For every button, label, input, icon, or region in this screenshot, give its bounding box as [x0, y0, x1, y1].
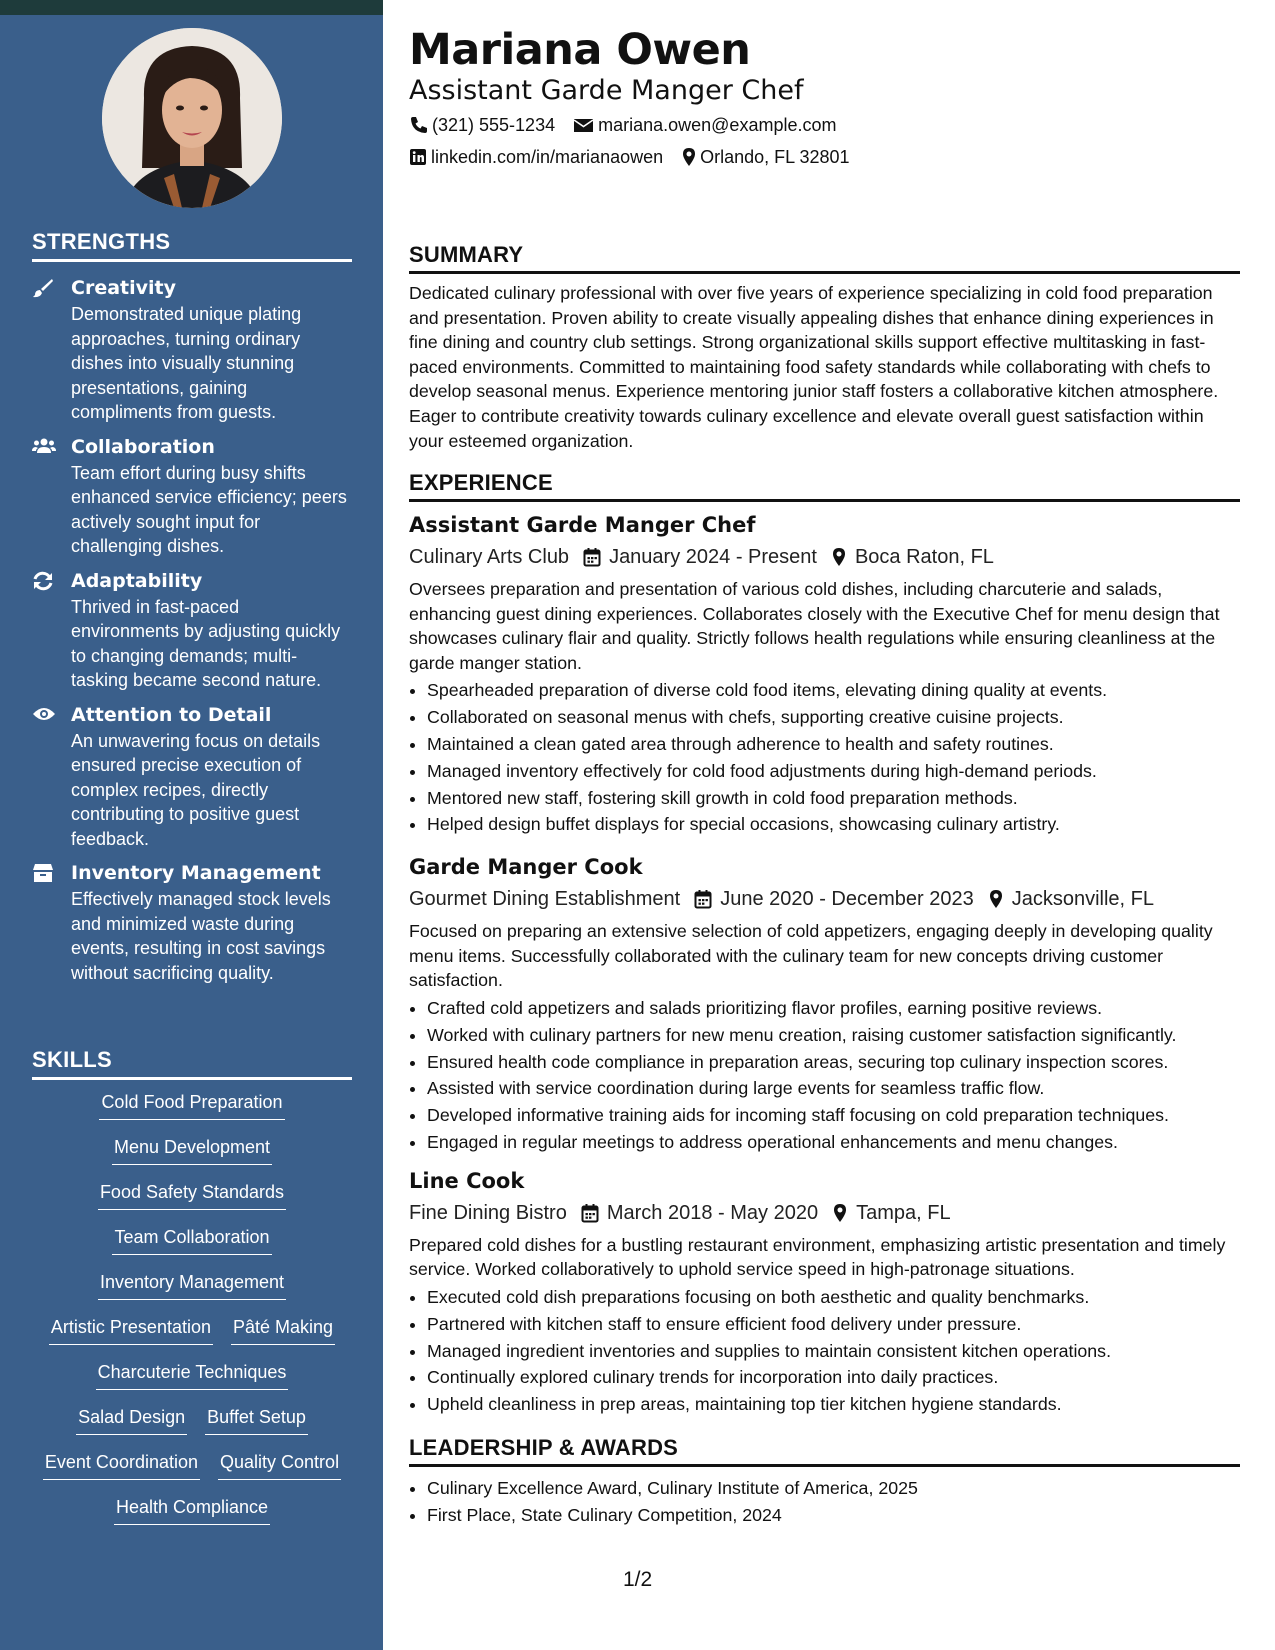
- strengths-title: STRENGTHS: [32, 229, 352, 262]
- linkedin-icon: [409, 148, 428, 166]
- sidebar: [0, 15, 383, 1650]
- skill-tag: Food Safety Standards: [98, 1180, 286, 1210]
- job-title: Garde Manger Cook: [409, 855, 643, 880]
- summary-text: Dedicated culinary professional with over five years of experience specializing in cold food preparation and presentation. Proven ability to create visually appealing dishes that enhance dining experiences in fine dining and country club settings. Strong organizational skills support effective multitasking in fast-paced environments. Committed to maintaining food safety standards while collaborating with chefs to develop seasonal menus. Experience mentoring junior staff fosters a collaborative kitchen atmosphere. Eager to contribute creativity towards culinary excellence and elevate overall guest satisfaction within your esteemed organization.: [409, 283, 1219, 451]
- linkedin-url: linkedin.com/in/marianaowen: [431, 147, 664, 167]
- skill-tag: Menu Development: [112, 1135, 272, 1165]
- map-marker-icon: [832, 1203, 848, 1223]
- strength-name: Adaptability: [71, 569, 203, 592]
- top-strip: [0, 0, 383, 15]
- award-item: • First Place, State Culinary Competition, 2024: [427, 1502, 1240, 1529]
- skills-title: SKILLS: [32, 1047, 352, 1080]
- map-marker-icon: [988, 889, 1004, 909]
- job-bullet: • Worked with culinary partners for new menu creation, raising customer satisfaction significantly.: [427, 1022, 1240, 1049]
- job-bullet: • Assisted with service coordination during large events for seamless traffic flow.: [427, 1075, 1240, 1102]
- job-list: [409, 510, 1240, 1418]
- strength-description: Team effort during busy shifts enhanced service efficiency; peers actively sought input for challenging dishes.: [71, 462, 347, 556]
- awards-list: [409, 1475, 1240, 1529]
- job-bullet: • Spearheaded preparation of diverse cold food items, elevating dining quality at events.: [427, 677, 1240, 704]
- job-title: Assistant Garde Manger Chef: [409, 513, 756, 537]
- skill-tag: Artistic Presentation: [49, 1315, 213, 1345]
- location-text: Orlando, FL 32801: [700, 147, 850, 167]
- strength-item: [32, 861, 352, 985]
- strengths-section: [32, 229, 352, 985]
- job-meta: [409, 1198, 1240, 1228]
- skill-tag: Health Compliance: [114, 1495, 270, 1525]
- experience-section: [409, 470, 1240, 1418]
- job-bullet: • Partnered with kitchen staff to ensure efficient food delivery under pressure.: [427, 1311, 1240, 1338]
- job-location: [832, 1198, 950, 1228]
- envelope-icon: [573, 117, 595, 133]
- skill-row: [32, 1090, 352, 1135]
- job-location: [831, 542, 994, 572]
- email-address: mariana.owen@example.com: [598, 115, 837, 135]
- strength-item: [32, 703, 352, 852]
- job-bullet: • Maintained a clean gated area through adherence to health and safety routines.: [427, 731, 1240, 758]
- job-dates-text: January 2024 - Present: [609, 546, 817, 568]
- job-location-text: Boca Raton, FL: [854, 546, 994, 568]
- strength-name: Inventory Management: [71, 862, 321, 884]
- page-number: 1/2: [623, 1568, 653, 1591]
- skill-row: [32, 1270, 352, 1315]
- avatar: [102, 28, 282, 208]
- sync-icon: [32, 571, 56, 591]
- strength-item: [32, 569, 352, 693]
- job-meta: [409, 542, 1240, 572]
- job-bullet: • Developed informative training aids for incoming staff focusing on cold preparation techniques.: [427, 1102, 1240, 1129]
- job-dates-text: June 2020 - December 2023: [720, 888, 974, 911]
- strength-item: [32, 276, 352, 425]
- award-item: • Culinary Excellence Award, Culinary Institute of America, 2025: [427, 1475, 1240, 1502]
- awards-title: LEADERSHIP & AWARDS: [409, 1435, 1240, 1467]
- calendar-icon: [583, 547, 601, 567]
- skill-tag: Inventory Management: [98, 1270, 286, 1300]
- skill-tag: Team Collaboration: [112, 1225, 271, 1255]
- awards-section: [409, 1435, 1240, 1529]
- users-icon: [32, 437, 56, 457]
- skill-row: [32, 1450, 352, 1495]
- paintbrush-icon: [32, 278, 56, 298]
- company-name: Gourmet Dining Establishment: [409, 888, 681, 911]
- map-marker-icon: [831, 547, 847, 567]
- phone-number: (321) 555-1234: [432, 115, 556, 135]
- skill-row: [32, 1360, 352, 1405]
- candidate-role: Assistant Garde Manger Chef: [409, 75, 804, 106]
- job-entry: [409, 852, 1240, 1156]
- job-dates: [694, 884, 974, 914]
- phone-icon: [409, 116, 429, 134]
- box-icon: [32, 863, 56, 883]
- strength-description: Thrived in fast-paced environments by adjusting quickly to changing demands; multi-tasking became second nature.: [71, 596, 341, 690]
- skill-tag: Pâté Making: [231, 1315, 335, 1345]
- skills-list: [32, 1090, 352, 1540]
- job-description: Focused on preparing an extensive selection of cold appetizers, engaging deeply in developing quality menu items. Successfully collaborated with the culinary team for new concepts driving customer satisfaction.: [409, 921, 1213, 991]
- job-entry: [409, 510, 1240, 838]
- skill-row: [32, 1135, 352, 1180]
- contact-row-2: [409, 144, 868, 170]
- skill-row: [32, 1225, 352, 1270]
- skill-tag: Charcuterie Techniques: [96, 1360, 289, 1390]
- skill-tag: Quality Control: [218, 1450, 341, 1480]
- job-bullet: • Continually explored culinary trends for incorporation into daily practices.: [427, 1364, 1240, 1391]
- summary-section: [409, 242, 1240, 453]
- job-bullet: • Helped design buffet displays for special occasions, showcasing culinary artistry.: [427, 811, 1240, 838]
- job-dates: [581, 1198, 818, 1228]
- job-bullet: • Upheld cleanliness in prep areas, maintaining top tier kitchen hygiene standards.: [427, 1391, 1240, 1418]
- calendar-icon: [694, 889, 712, 909]
- job-bullet: • Managed ingredient inventories and supplies to maintain consistent kitchen operations.: [427, 1338, 1240, 1365]
- job-location-text: Jacksonville, FL: [1011, 888, 1155, 911]
- profile-photo: [102, 28, 282, 208]
- phone-contact: [409, 112, 555, 138]
- job-location: [988, 884, 1154, 914]
- skill-tag: Cold Food Preparation: [99, 1090, 284, 1120]
- job-bullet: • Engaged in regular meetings to address operational enhancements and menu changes.: [427, 1129, 1240, 1156]
- job-dates: [583, 542, 817, 572]
- job-bullet: • Executed cold dish preparations focusing on both aesthetic and quality benchmarks.: [427, 1284, 1240, 1311]
- job-bullet: • Mentored new staff, fostering skill growth in cold food preparation methods.: [427, 785, 1240, 812]
- candidate-name: Mariana Owen: [409, 25, 751, 75]
- job-bullets: [409, 1284, 1240, 1418]
- skill-tag: Buffet Setup: [205, 1405, 308, 1435]
- job-bullets: [409, 677, 1240, 838]
- skills-section: [32, 1047, 352, 1540]
- job-bullet: • Crafted cold appetizers and salads prioritizing flavor profiles, earning positive reviews.: [427, 995, 1240, 1022]
- job-bullet: • Managed inventory effectively for cold food adjustments during high-demand periods.: [427, 758, 1240, 785]
- map-marker-icon: [681, 147, 697, 167]
- job-bullet: • Ensured health code compliance in preparation areas, securing top culinary inspection scores.: [427, 1049, 1240, 1076]
- strength-description: Demonstrated unique plating approaches, turning ordinary dishes into visually stunning presentations, gaining compliments from guests.: [71, 304, 302, 422]
- skill-row: [32, 1495, 352, 1540]
- skill-row: [32, 1180, 352, 1225]
- job-location-text: Tampa, FL: [856, 1201, 951, 1224]
- strength-description: Effectively managed stock levels and minimized waste during events, resulting in cost savings without sacrificing quality.: [71, 889, 331, 983]
- company-name: Fine Dining Bistro: [409, 1201, 567, 1224]
- eye-icon: [32, 705, 56, 725]
- skill-tag: Event Coordination: [43, 1450, 200, 1480]
- strength-name: Creativity: [71, 277, 176, 299]
- strength-description: An unwavering focus on details ensured precise execution of complex recipes, directly contributing to positive guest feedback.: [71, 730, 321, 849]
- email-contact: [573, 112, 836, 138]
- skill-tag: Salad Design: [76, 1405, 187, 1435]
- job-meta: [409, 884, 1240, 914]
- job-entry: [409, 1166, 1240, 1418]
- skill-row: [32, 1315, 352, 1360]
- experience-title: EXPERIENCE: [409, 470, 1240, 502]
- location-contact: [681, 144, 849, 170]
- strength-item: [32, 435, 352, 559]
- linkedin-contact: [409, 144, 663, 170]
- job-bullets: [409, 995, 1240, 1156]
- strength-name: Collaboration: [71, 435, 215, 458]
- job-dates-text: March 2018 - May 2020: [606, 1201, 819, 1224]
- summary-title: SUMMARY: [409, 242, 1240, 274]
- company-name: Culinary Arts Club: [409, 546, 570, 568]
- strength-name: Attention to Detail: [71, 703, 272, 726]
- job-title: Line Cook: [409, 1168, 525, 1193]
- skill-row: [32, 1405, 352, 1450]
- job-description: Prepared cold dishes for a bustling restaurant environment, emphasizing artistic presentation and timely service. Worked collaboratively to uphold service speed in high-patronage situations.: [409, 1234, 1226, 1280]
- job-description: Oversees preparation and presentation of various cold dishes, including charcuterie and salads, enhancing guest dining experiences. Collaborates closely with the Executive Chef for menu design that showcases culinary flair and quality. Strictly follows health regulations while ensuring cleanliness at the garde manger station.: [409, 579, 1220, 673]
- calendar-icon: [581, 1203, 599, 1223]
- job-bullet: • Collaborated on seasonal menus with chefs, supporting creative cuisine projects.: [427, 704, 1240, 731]
- contact-row-1: [409, 112, 854, 138]
